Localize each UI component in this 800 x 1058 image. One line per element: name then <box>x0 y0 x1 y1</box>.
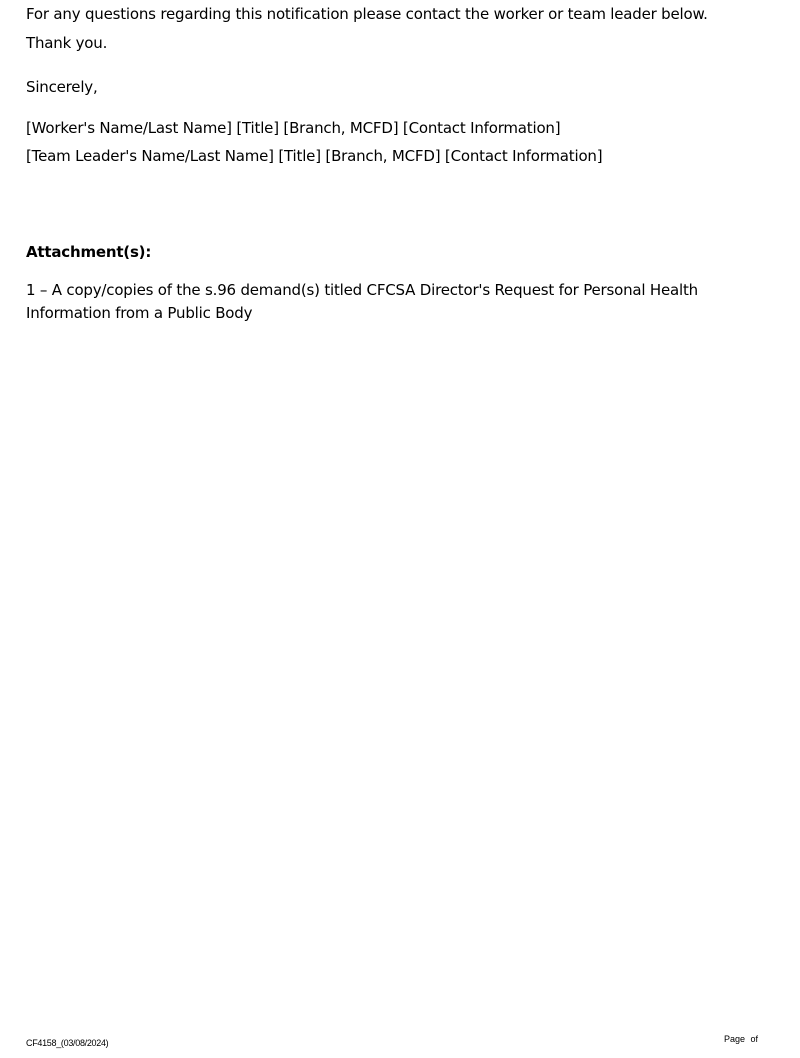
attachment-item-1: 1 – A copy/copies of the s.96 demand(s) titled CFCSA Director's Request for Personal Health Information from a Public Body <box>26 281 698 322</box>
page-number-label: Page of <box>723 1034 758 1044</box>
thanks-line: Thank you. <box>26 34 108 52</box>
worker-signature-line: [Worker's Name/Last Name] [Title] [Branch, MCFD] [Contact Information] <box>26 119 561 137</box>
closing-line: Sincerely, <box>26 78 98 96</box>
team-leader-signature-line: [Team Leader's Name/Last Name] [Title] [Branch, MCFD] [Contact Information] <box>26 147 603 165</box>
attachments-heading: Attachment(s): <box>26 243 152 261</box>
form-code: CF4158_(03/08/2024) <box>26 1038 109 1048</box>
questions-line: For any questions regarding this notification please contact the worker or team leader below. <box>26 5 708 23</box>
